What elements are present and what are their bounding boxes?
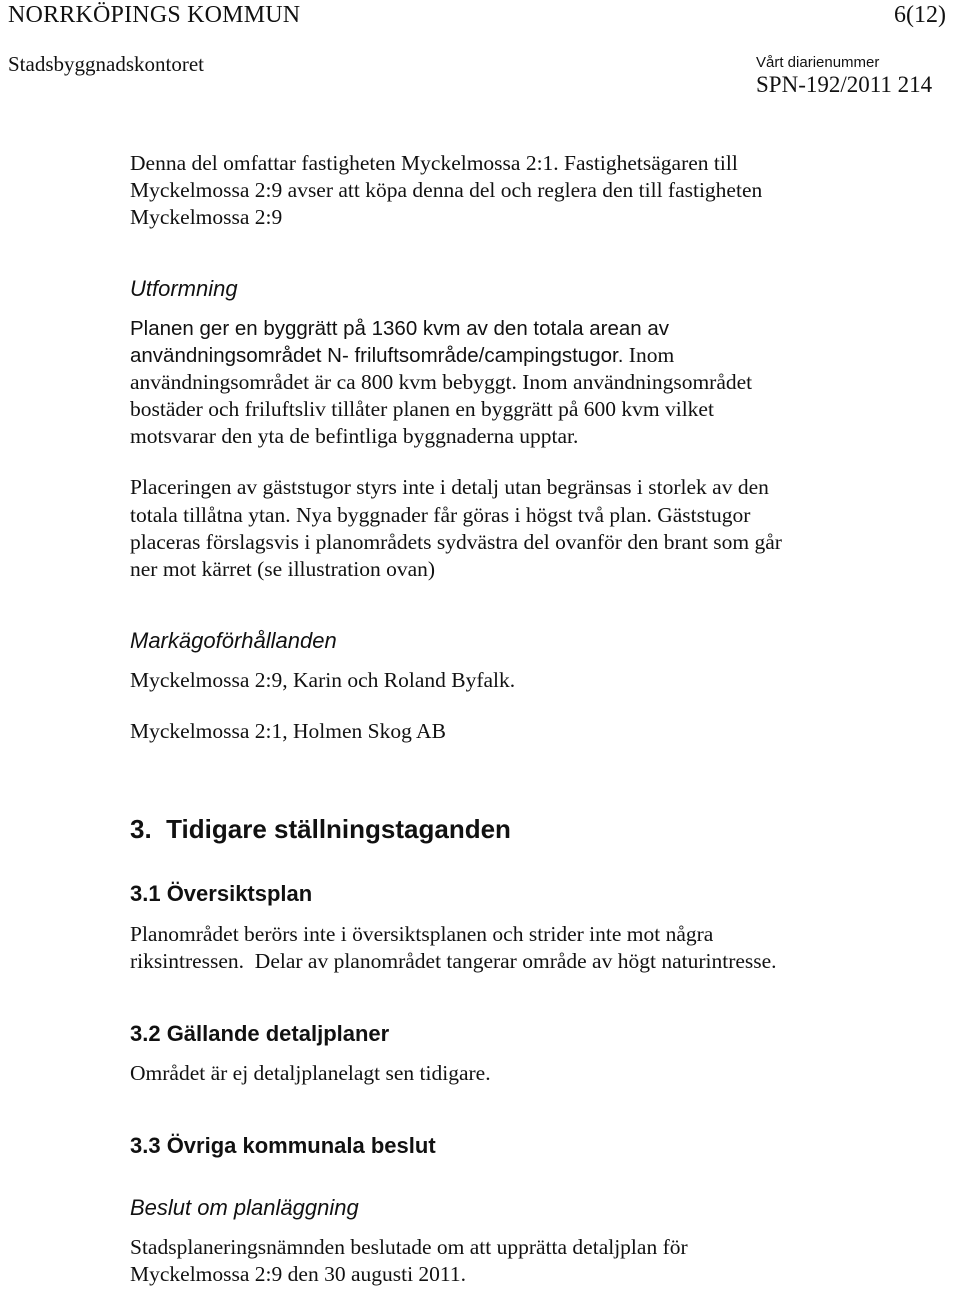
markagoforhallanden-heading: Markägoförhållanden [130, 628, 337, 653]
reference-label: Vårt diarienummer [756, 54, 880, 71]
intro-line-3: Myckelmossa 2:9 [130, 205, 283, 229]
utformning-p1-line-1: användningsområdet är ca 800 kvm bebyggt. Inom användningsområdet [130, 370, 753, 394]
intro-line-1: Denna del omfattar fastigheten Myckelmossa 2:1. Fastighetsägaren till [130, 151, 738, 175]
owner-line-1: Myckelmossa 2:9, Karin och Roland Byfalk. [130, 668, 516, 692]
utformning-p2-line-1: Placeringen av gäststugor styrs inte i detalj utan begränsas i storlek av den [130, 475, 769, 499]
section-3-3-heading: 3.3 Övriga kommunala beslut [130, 1133, 436, 1158]
beslut-heading: Beslut om planläggning [130, 1195, 359, 1220]
section-3-3-line-2: Myckelmossa 2:9 den 30 augusti 2011. [130, 1262, 467, 1286]
utformning-line-2-tail: Inom [623, 343, 675, 367]
utformning-p1-line-3: motsvarar den yta de befintliga byggnaderna upptar. [130, 424, 579, 448]
utformning-line-2 [130, 342, 674, 370]
utformning-heading: Utformning [130, 276, 238, 301]
utformning-sans-line-2: användningsområdet N- friluftsområde/campingstugor. [130, 344, 624, 367]
utformning-p2-line-4: ner mot kärret (se illustration ovan) [130, 557, 436, 581]
utformning-p2-line-3: placeras förslagsvis i planområdets sydvästra del ovanför den brant som går [130, 530, 782, 554]
intro-line-2: Myckelmossa 2:9 avser att köpa denna del och reglera den till fastigheten [130, 178, 763, 202]
section-3-2-heading: 3.2 Gällande detaljplaner [130, 1021, 390, 1046]
utformning-p1-line-2: bostäder och friluftsliv tillåter planen en byggrätt på 600 kvm vilket [130, 397, 714, 421]
utformning-p2-line-2: totala tillåtna ytan. Nya byggnader får göras i högst två plan. Gäststugor [130, 503, 751, 527]
section-3-2-line-1: Området är ej detaljplanelagt sen tidigare. [130, 1061, 491, 1085]
reference-number: SPN-192/2011 214 [756, 72, 933, 97]
section-3-heading: 3. Tidigare ställningstaganden [130, 814, 511, 844]
section-3-1-line-2: riksintressen. Delar av planområdet tangerar område av högt naturintresse. [130, 949, 777, 973]
department-name: Stadsbyggnadskontoret [8, 52, 204, 76]
page-number: 6(12) [894, 2, 946, 28]
section-3-1-line-1: Planområdet berörs inte i översiktsplanen och strider inte mot några [130, 922, 714, 946]
section-3-1-heading: 3.1 Översiktsplan [130, 881, 313, 906]
section-3-3-line-1: Stadsplaneringsnämnden beslutade om att upprätta detaljplan för [130, 1235, 688, 1259]
utformning-sans-line-1: Planen ger en byggrätt på 1360 kvm av den totala arean av [130, 317, 670, 340]
organization-name: NORRKÖPINGS KOMMUN [8, 2, 301, 28]
owner-line-2: Myckelmossa 2:1, Holmen Skog AB [130, 719, 446, 743]
